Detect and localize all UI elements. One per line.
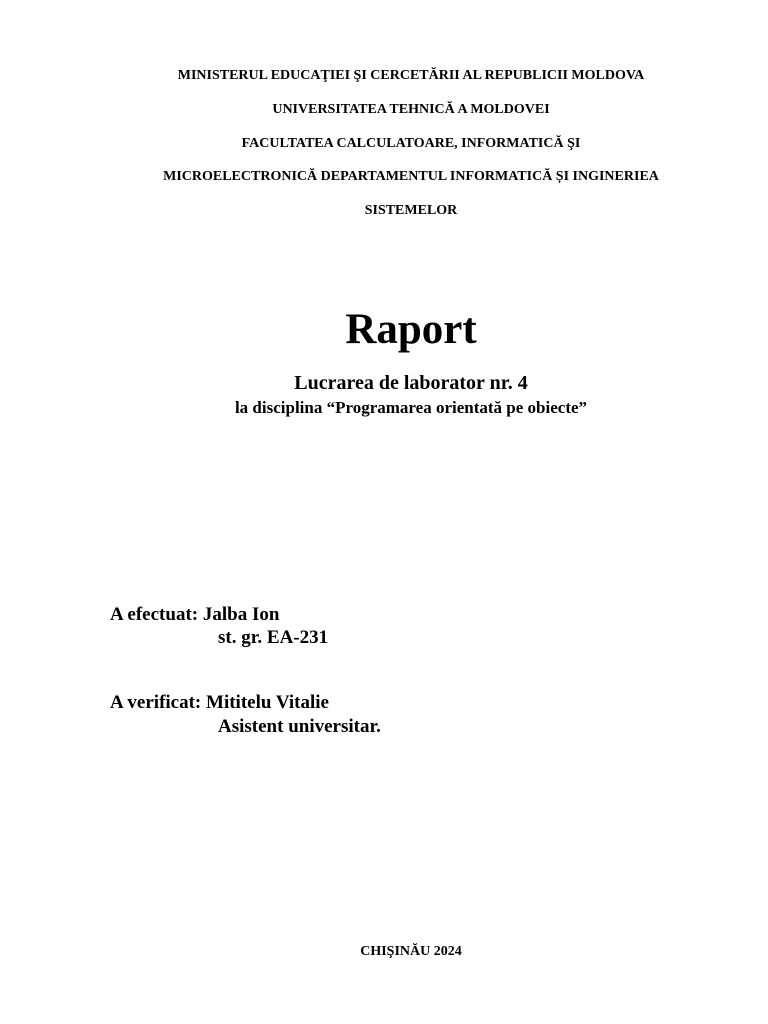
report-title: Raport	[345, 306, 477, 353]
city-year-footer: CHIŞINĂU 2024	[360, 944, 462, 959]
discipline-line: la disciplina “Programarea orientată pe obiecte”	[234, 398, 588, 417]
verified-by-line: A verificat: Mititelu Vitalie	[110, 692, 329, 713]
department-name: MICROELECTRONICĂ DEPARTAMENTUL INFORMATICĂ ȘI INGINERIEA	[163, 169, 659, 184]
department-name-continued: SISTEMELOR	[364, 203, 458, 218]
performed-by-line: A efectuat: Jalba Ion	[110, 604, 280, 625]
verifier-position-line: Asistent universitar.	[218, 716, 381, 737]
lab-work-subtitle: Lucrarea de laborator nr. 4	[294, 372, 528, 394]
faculty-name: FACULTATEA CALCULATOARE, INFORMATICĂ ŞI	[241, 136, 581, 151]
student-group-line: st. gr. EA-231	[218, 627, 329, 648]
university-name: UNIVERSITATEA TEHNICĂ A MOLDOVEI	[272, 102, 550, 117]
ministry-name: MINISTERUL EDUCAŢIEI ŞI CERCETĂRII AL REPUBLICII MOLDOVA	[177, 68, 645, 83]
